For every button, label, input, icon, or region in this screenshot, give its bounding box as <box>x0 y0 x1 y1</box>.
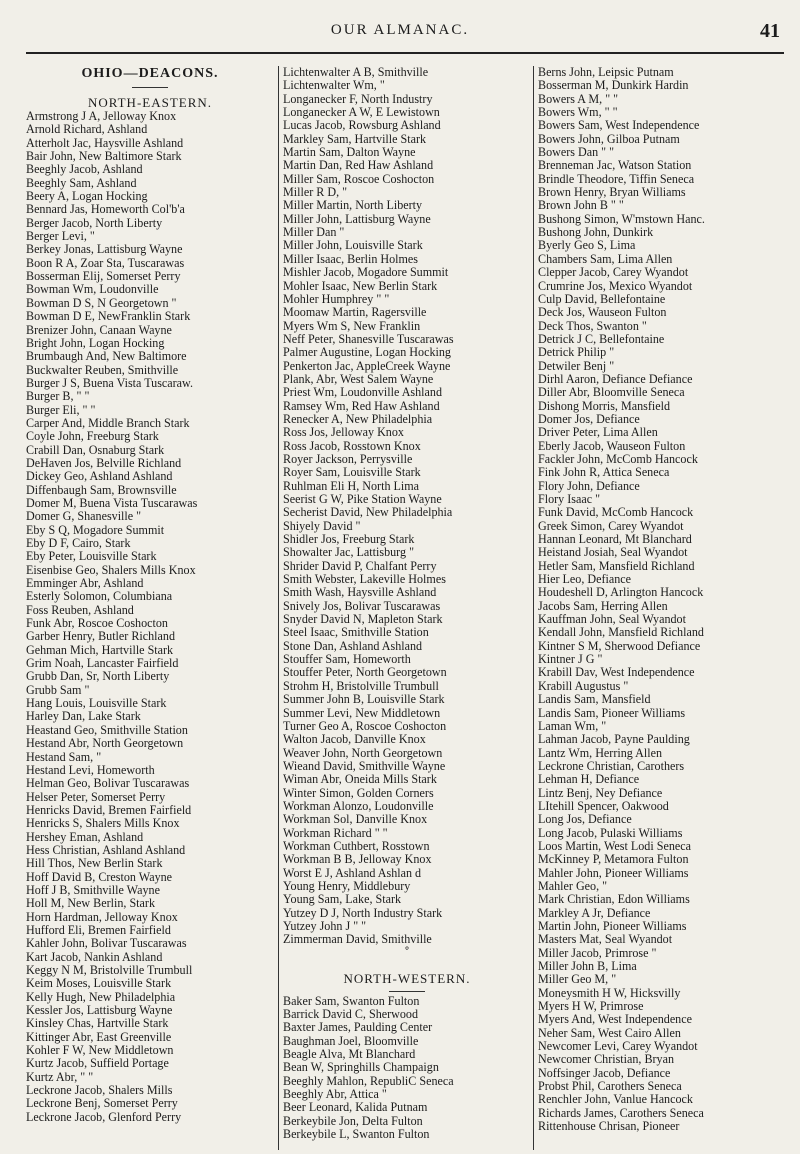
section-separator: ° <box>404 945 410 957</box>
deacon-entry: Harley Dan, Lake Stark <box>26 710 141 724</box>
deacon-entry: Funk David, McComb Hancock <box>538 506 694 520</box>
deacon-entry: Beeghly Jacob, Ashland <box>26 163 143 177</box>
deacon-entry: Carper And, Middle Branch Stark <box>26 416 190 430</box>
deacon-entry: Workman Sol, Danville Knox <box>283 813 428 827</box>
deacon-entry: Arnold Richard, Ashland <box>26 123 148 137</box>
deacon-entry: Kurtz Jacob, Suffield Portage <box>26 1057 169 1071</box>
deacon-entry: Miller John, Louisville Stark <box>283 239 423 253</box>
deacon-entry: Plank, Abr, West Salem Wayne <box>283 372 434 386</box>
deacon-entry: Mahler John, Pioneer Williams <box>538 866 689 880</box>
deacon-entry: Berkeybile L, Swanton Fulton <box>283 1128 430 1142</box>
deacon-entry: Showalter Jac, Lattisburg " <box>283 546 414 560</box>
deacon-entry: Beeghly Mahlon, RepubliC Seneca <box>283 1074 454 1088</box>
deacon-entry: DeHaven Jos, Belville Richland <box>26 456 182 470</box>
deacon-entry: Workman Alonzo, Loudonville <box>283 799 434 813</box>
deacon-entry: Jacobs Sam, Herring Allen <box>538 599 668 613</box>
deacon-entry: Landis Sam, Pioneer Williams <box>538 706 686 720</box>
deacon-entry: Brown John B " " <box>538 199 624 213</box>
deacon-entry: Hill Thos, New Berlin Stark <box>26 857 163 871</box>
deacon-entry: Zimmerman David, Smithville <box>283 933 432 947</box>
deacon-entry: Berkeybile Jon, Delta Fulton <box>283 1114 423 1128</box>
deacon-entry: Grim Noah, Lancaster Fairfield <box>26 657 179 671</box>
deacon-entry: Bennard Jas, Homeworth Col'b'a <box>26 203 185 217</box>
deacon-entry: Landis Sam, Mansfield <box>538 693 651 707</box>
deacon-entry: Neff Peter, Shanesville Tuscarawas <box>283 332 454 346</box>
deacon-entry: Wieand David, Smithville Wayne <box>283 759 446 773</box>
deacon-entry: Shrider David P, Chalfant Perry <box>283 559 437 573</box>
deacon-entry: Miller Jacob, Primrose " <box>538 946 657 960</box>
deacon-entry: Royer Jackson, Perrysville <box>283 452 413 466</box>
deacon-entry: Seerist G W, Pike Station Wayne <box>283 493 442 506</box>
deacon-entry: Burger J S, Buena Vista Tuscaraw. <box>26 376 194 390</box>
page-number: 41 <box>760 20 780 42</box>
deacon-entry: Palmer Augustine, Logan Hocking <box>283 346 451 360</box>
deacon-entry: Hestand Abr, North Georgetown <box>26 737 184 751</box>
deacon-entry: Kintner S M, Sherwood Defiance <box>538 639 701 653</box>
deacon-entry: Heastand Geo, Smithville Station <box>26 723 188 737</box>
deacon-entry: Shiyely David " <box>283 519 361 533</box>
deacon-entry: Houdeshell D, Arlington Hancock <box>538 586 704 600</box>
deacon-entry: Mark Christian, Edon Williams <box>538 893 690 907</box>
deacon-entry: Krabill Dav, West Independence <box>538 666 695 680</box>
deacon-entry: Coyle John, Freeburg Stark <box>26 430 159 444</box>
deacon-entry: Lintz Benj, Ney Defiance <box>538 786 663 800</box>
deacon-entry: LItehill Spencer, Oakwood <box>538 799 669 813</box>
deacon-entry: Bowers Dan " " <box>538 146 615 160</box>
deacon-entry: Renecker A, New Philadelphia <box>283 412 433 426</box>
deacon-entry: Miller R D, " <box>283 186 348 200</box>
deacon-entry: Probst Phil, Carothers Seneca <box>538 1080 682 1094</box>
deacon-entry: Eisenbise Geo, Shalers Mills Knox <box>26 563 196 577</box>
deacon-entry: Hier Leo, Defiance <box>538 573 632 587</box>
deacon-entry: Kurtz Abr, " " <box>26 1070 94 1084</box>
deacon-entry: Kohler F W, New Middletown <box>26 1044 174 1058</box>
deacon-entry: Barrick David C, Sherwood <box>283 1008 419 1022</box>
deacon-entry: Boon R A, Zoar Sta, Tuscarawas <box>26 256 185 270</box>
deacon-entry: Leckrone Christian, Carothers <box>538 759 685 773</box>
deacon-entry: Loos Martin, West Lodi Seneca <box>538 839 691 853</box>
deacon-entry: Funk Abr, Roscoe Coshocton <box>26 617 168 631</box>
deacon-entry: Longanecker F, North Industry <box>283 92 433 106</box>
deacon-entry: Beagle Alva, Mt Blanchard <box>283 1048 416 1062</box>
deacon-entry: Ross Jos, Jelloway Knox <box>283 426 404 440</box>
deacon-entry: Long Jacob, Pulaski Williams <box>538 826 683 840</box>
deacon-entry: Bowers Wm, " " <box>538 106 618 120</box>
deacon-entry: Crumrine Jos, Mexico Wyandot <box>538 279 693 293</box>
deacon-entry: Berns John, Leipsic Putnam <box>538 66 674 79</box>
deacon-entry: Workman Richard " " <box>283 826 388 840</box>
deacon-entry: Bosserman M, Dunkirk Hardin <box>538 79 689 93</box>
deacon-entry: Bushong John, Dunkirk <box>538 226 654 240</box>
deacon-entry: Markley Sam, Hartville Stark <box>283 132 427 146</box>
deacon-entry: Buckwalter Reuben, Smithville <box>26 363 179 377</box>
deacon-entry: Burger Eli, " " <box>26 403 96 417</box>
deacon-entry: Henricks S, Shalers Mills Knox <box>26 817 180 831</box>
deacon-entry: Newcomer Levi, Carey Wyandot <box>538 1040 698 1054</box>
deacon-entry: Baxter James, Paulding Center <box>283 1021 433 1035</box>
deacon-entry: Baughman Joel, Bloomville <box>283 1034 419 1048</box>
deacon-entry: Brindle Theodore, Tiffin Seneca <box>538 172 695 186</box>
subsection-north-eastern: NORTH-EASTERN. <box>87 95 213 110</box>
deacon-entry: Armstrong J A, Jelloway Knox <box>26 110 177 123</box>
deacon-entry: Foss Reuben, Ashland <box>26 603 134 617</box>
deacon-entry: Horn Hardman, Jelloway Knox <box>26 910 178 924</box>
deacon-entry: Workman Cuthbert, Rosstown <box>283 839 430 853</box>
deacon-entry: Kahler John, Bolivar Tuscarawas <box>26 937 187 951</box>
deacon-entry: Hoff J B, Smithville Wayne <box>26 883 160 897</box>
deacon-entry: Bowers John, Gilboa Putnam <box>538 132 680 146</box>
deacon-entry: Detwiler Benj " <box>538 359 615 373</box>
deacon-entry: Snively Jos, Bolivar Tuscarawas <box>283 599 441 613</box>
deacon-entry: Miller Isaac, Berlin Holmes <box>283 252 419 266</box>
deacon-entry: Markley A Jr, Defiance <box>538 906 651 920</box>
deacon-entry: Rittenhouse Chrisan, Pioneer <box>538 1120 680 1134</box>
entry-list <box>538 66 786 1134</box>
deacon-entry: Berkey Jonas, Lattisburg Wayne <box>26 243 183 257</box>
deacon-entry: Kittinger Abr, East Greenville <box>26 1030 172 1044</box>
column-divider <box>533 66 534 1150</box>
page-header <box>0 20 800 50</box>
deacon-entry: Deck Jos, Wauseon Fulton <box>538 306 667 320</box>
deacon-entry: Eby D F, Cairo, Stark <box>26 537 131 550</box>
deacon-entry: Brenizer John, Canaan Wayne <box>26 323 172 337</box>
deacon-entry: Hannan Leonard, Mt Blanchard <box>538 533 692 547</box>
deacon-entry: Chambers Sam, Lima Allen <box>538 252 673 266</box>
deacon-entry: Fink John R, Attica Seneca <box>538 466 670 480</box>
deacon-entry: Eby S Q, Mogadore Summit <box>26 523 165 537</box>
deacon-entry: Stouffer Peter, North Georgetown <box>283 666 447 680</box>
deacon-entry: Lichtenwalter A B, Smithville <box>283 66 429 79</box>
deacon-entry: Esterly Solomon, Columbiana <box>26 590 173 604</box>
deacon-entry: Leckrone Jacob, Glenford Perry <box>26 1110 182 1124</box>
deacon-entry: Grubb Sam " <box>26 683 90 697</box>
deacon-entry: Mishler Jacob, Mogadore Summit <box>283 266 449 280</box>
deacon-entry: Bright John, Logan Hocking <box>26 336 165 350</box>
deacon-entry: Grubb Dan, Sr, North Liberty <box>26 670 170 684</box>
deacon-entry: Berger Levi, " <box>26 230 95 244</box>
deacon-entry: Domer M, Buena Vista Tuscarawas <box>26 496 198 510</box>
deacon-entry: Worst E J, Ashland Ashlan d <box>283 866 422 880</box>
deacon-entry: Brumbaugh And, New Baltimore <box>26 350 187 364</box>
deacon-entry: Hoff David B, Creston Wayne <box>26 870 173 884</box>
deacon-entry: Baker Sam, Swanton Fulton <box>283 994 420 1008</box>
deacon-entry: Miller Dan " <box>283 226 345 240</box>
deacon-entry: Martin John, Pioneer Williams <box>538 920 687 933</box>
deacon-entry: Beer Leonard, Kalida Putnam <box>283 1101 428 1115</box>
deacon-entry: Noffsinger Jacob, Defiance <box>538 1066 671 1080</box>
deacon-entry: Strohm H, Bristolville Trumbull <box>283 679 439 693</box>
deacon-entry: Lahman Jacob, Payne Paulding <box>538 733 690 747</box>
deacon-entry: Kinsley Chas, Hartville Stark <box>26 1017 169 1031</box>
deacon-entry: Snyder David N, Mapleton Stark <box>283 613 443 627</box>
deacon-entry: Flory John, Defiance <box>538 479 640 493</box>
deacon-entry: Miller Martin, North Liberty <box>283 199 423 213</box>
section-title-ohio-deacons: OHIO—DEACONS. <box>81 66 219 81</box>
deacon-entry: Yutzey John J " " <box>283 920 367 933</box>
entry-list <box>283 995 531 1142</box>
deacon-entry: Richards James, Carothers Seneca <box>538 1106 704 1120</box>
deacon-entry: Emminger Abr, Ashland <box>26 577 144 591</box>
deacon-entry: Kart Jacob, Nankin Ashland <box>26 950 163 964</box>
deacon-entry: Bushong Simon, W'mstown Hanc. <box>538 212 705 226</box>
deacon-entry: Workman B B, Jelloway Knox <box>283 853 432 867</box>
deacon-entry: Mohler Isaac, New Berlin Stark <box>283 279 438 293</box>
deacon-entry: Gehman Mich, Hartville Stark <box>26 643 174 657</box>
deacon-entry: Berger Jacob, North Liberty <box>26 216 163 230</box>
deacon-entry: Bowman D E, NewFranklin Stark <box>26 310 191 324</box>
deacon-entry: Newcomer Christian, Bryan <box>538 1053 675 1067</box>
deacon-entry: Clepper Jacob, Carey Wyandot <box>538 266 689 280</box>
running-title: OUR ALMANAC. <box>330 22 470 38</box>
deacon-entry: Ramsey Wm, Red Haw Ashland <box>283 399 440 413</box>
deacon-entry: Beeghly Abr, Attica " <box>283 1088 387 1102</box>
deacon-entry: Flory Isaac " <box>538 493 601 506</box>
deacon-entry: Garber Henry, Butler Richland <box>26 630 175 644</box>
deacon-entry: Myers And, West Independence <box>538 1013 692 1027</box>
deacon-entry: Kintner J G " <box>538 653 603 667</box>
deacon-entry: Bowers A M, " " <box>538 92 619 106</box>
title-underline <box>132 87 168 88</box>
deacon-entry: Kendall John, Mansfield Richland <box>538 626 704 640</box>
deacon-entry: Young Henry, Middlebury <box>283 879 411 893</box>
deacon-entry: Royer Sam, Louisville Stark <box>283 466 421 480</box>
deacon-entry: Steel Isaac, Smithville Station <box>283 626 429 640</box>
deacon-entry: Penkerton Jac, AppleCreek Wayne <box>283 359 451 373</box>
deacon-entry: Byerly Geo S, Lima <box>538 239 636 253</box>
deacon-entry: Bair John, New Baltimore Stark <box>26 150 182 164</box>
deacon-entry: Hershey Eman, Ashland <box>26 830 144 844</box>
deacon-entry: Winter Simon, Golden Corners <box>283 786 434 800</box>
deacon-entry: Diffenbaugh Sam, Brownsville <box>26 483 177 497</box>
deacon-entry: Kessler Jos, Lattisburg Wayne <box>26 1004 173 1018</box>
deacon-entry: Hang Louis, Louisville Stark <box>26 697 167 711</box>
deacon-entry: Holl M, New Berlin, Stark <box>26 897 155 911</box>
deacon-entry: Krabill Augustus " <box>538 679 629 693</box>
deacon-entry: Hess Christian, Ashland Ashland <box>26 843 186 857</box>
deacon-entry: Miller John, Lattisburg Wayne <box>283 212 431 226</box>
deacon-entry: Driver Peter, Lima Allen <box>538 426 658 440</box>
deacon-entry: Helman Geo, Bolivar Tuscarawas <box>26 777 190 791</box>
deacon-entry: Hetler Sam, Mansfield Richland <box>538 559 695 573</box>
deacon-entry: Miller Geo M, " <box>538 973 617 987</box>
deacon-entry: Diller Abr, Bloomville Seneca <box>538 386 685 400</box>
deacon-entry: Greek Simon, Carey Wyandot <box>538 519 684 533</box>
deacon-entry: Bowers Sam, West Independence <box>538 119 700 133</box>
deacon-entry: Bowman Wm, Loudonville <box>26 283 159 297</box>
deacon-entry: Hestand Sam, " <box>26 750 102 764</box>
deacon-entry: Neher Sam, West Cairo Allen <box>538 1026 681 1040</box>
deacon-entry: Young Sam, Lake, Stark <box>283 893 402 907</box>
title-underline <box>389 991 425 992</box>
deacon-entry: Martin Sam, Dalton Wayne <box>283 146 416 160</box>
deacon-entry: Moomaw Martin, Ragersville <box>283 306 427 320</box>
deacon-entry: Bean W, Springhills Champaign <box>283 1061 439 1075</box>
deacon-entry: Stone Dan, Ashland Ashland <box>283 639 423 653</box>
deacon-entry: Beery A, Logan Hocking <box>26 190 148 204</box>
deacon-entry: Detrick J C, Bellefontaine <box>538 332 665 346</box>
deacon-entry: Laman Wm, " <box>538 719 607 733</box>
deacon-entry: Lichtenwalter Wm, " <box>283 79 385 93</box>
deacon-entry: Weaver John, North Georgetown <box>283 746 443 760</box>
deacon-entry: Smith Webster, Lakeville Holmes <box>283 573 446 587</box>
deacon-entry: Hufford Eli, Bremen Fairfield <box>26 923 171 937</box>
deacon-entry: Myers Wm S, New Franklin <box>283 319 421 333</box>
deacon-entry: Brenneman Jac, Watson Station <box>538 159 692 173</box>
deacon-entry: Keggy N M, Bristolville Trumbull <box>26 964 193 977</box>
deacon-entry: Hestand Levi, Homeworth <box>26 763 155 777</box>
deacon-entry: Domer Jos, Defiance <box>538 412 640 426</box>
deacon-entry: Leckrone Jacob, Shalers Mills <box>26 1084 173 1098</box>
deacon-entry: Walton Jacob, Danville Knox <box>283 733 426 747</box>
deacon-entry: Myers H W, Primrose <box>538 1000 644 1014</box>
column-divider <box>278 66 279 1150</box>
deacon-entry: Ross Jacob, Rosstown Knox <box>283 439 421 453</box>
deacon-entry: Wiman Abr, Oneida Mills Stark <box>283 773 437 787</box>
column-1 <box>26 66 274 1152</box>
deacon-entry: Priest Wm, Loudonville Ashland <box>283 386 443 400</box>
deacon-entry: Lucas Jacob, Rowsburg Ashland <box>283 119 441 133</box>
entry-list <box>26 110 274 1124</box>
deacon-entry: Masters Mat, Seal Wyandot <box>538 933 673 947</box>
deacon-entry: Dishong Morris, Mansfield <box>538 399 671 413</box>
deacon-entry: Detrick Philip " <box>538 346 615 360</box>
subsection-north-western: NORTH-WESTERN. <box>343 970 471 986</box>
deacon-entry: Fackler John, McComb Hancock <box>538 452 698 466</box>
column-3 <box>538 66 786 1152</box>
deacon-entry: Miller John B, Lima <box>538 960 637 974</box>
deacon-entry: Long Jos, Defiance <box>538 813 632 827</box>
deacon-entry: Stouffer Sam, Homeworth <box>283 653 411 667</box>
deacon-entry: Atterholt Jac, Haysville Ashland <box>26 136 184 150</box>
deacon-entry: Dickey Geo, Ashland Ashland <box>26 470 173 484</box>
deacon-entry: McKinney P, Metamora Fulton <box>538 853 689 867</box>
deacon-entry: Bowman D S, N Georgetown " <box>26 296 177 310</box>
deacon-entry: Dirhl Aaron, Defiance Defiance <box>538 372 693 386</box>
deacon-entry: Bosserman Elij, Somerset Perry <box>26 270 181 284</box>
deacon-entry: Martin Dan, Red Haw Ashland <box>283 159 434 173</box>
deacon-entry: Renchler John, Vanlue Hancock <box>538 1093 693 1107</box>
deacon-entry: Summer Levi, New Middletown <box>283 706 441 720</box>
deacon-entry: Henricks David, Bremen Fairfield <box>26 803 192 817</box>
deacon-entry: Brown Henry, Bryan Williams <box>538 186 686 200</box>
deacon-entry: Kelly Hugh, New Philadelphia <box>26 990 176 1004</box>
deacon-entry: Smith Wash, Haysville Ashland <box>283 586 437 600</box>
deacon-entry: Shidler Jos, Freeburg Stark <box>283 533 415 547</box>
deacon-entry: Yutzey D J, North Industry Stark <box>283 906 443 920</box>
deacon-entry: Secherist David, New Philadelphia <box>283 506 453 520</box>
deacon-entry: Eby Peter, Louisville Stark <box>26 550 157 564</box>
deacon-entry: Helser Peter, Somerset Perry <box>26 790 166 804</box>
deacon-entry: Domer G, Shanesville " <box>26 510 142 524</box>
deacon-entry: Keim Moses, Louisville Stark <box>26 977 172 991</box>
deacon-entry: Lehman H, Defiance <box>538 773 640 787</box>
deacon-entry: Summer John B, Louisville Stark <box>283 693 445 707</box>
deacon-entry: Mahler Geo, " <box>538 879 608 893</box>
deacon-entry: Mohler Humphrey " " <box>283 292 390 306</box>
header-rule <box>26 52 784 54</box>
deacon-entry: Ruhlman Eli H, North Lima <box>283 479 420 493</box>
column-2 <box>283 66 531 1152</box>
deacon-entry: Leckrone Benj, Somerset Perry <box>26 1097 178 1111</box>
deacon-entry: Turner Geo A, Roscoe Coshocton <box>283 719 447 733</box>
deacon-entry: Longanecker A W, E Lewistown <box>283 106 440 120</box>
deacon-entry: Culp David, Bellefontaine <box>538 292 666 306</box>
entry-list <box>283 66 531 947</box>
deacon-entry: Eberly Jacob, Wauseon Fulton <box>538 439 686 453</box>
deacon-entry: Burger B, " " <box>26 390 90 404</box>
deacon-entry: Moneysmith H W, Hicksvilly <box>538 986 681 1000</box>
deacon-entry: Crabill Dan, Osnaburg Stark <box>26 443 165 457</box>
deacon-entry: Beeghly Sam, Ashland <box>26 176 137 190</box>
deacon-entry: Heistand Josiah, Seal Wyandot <box>538 546 688 560</box>
deacon-entry: Deck Thos, Swanton " <box>538 319 647 333</box>
deacon-entry: Lantz Wm, Herring Allen <box>538 746 663 760</box>
deacon-entry: Miller Sam, Roscoe Coshocton <box>283 172 435 186</box>
deacon-entry: Kauffman John, Seal Wyandot <box>538 613 686 627</box>
